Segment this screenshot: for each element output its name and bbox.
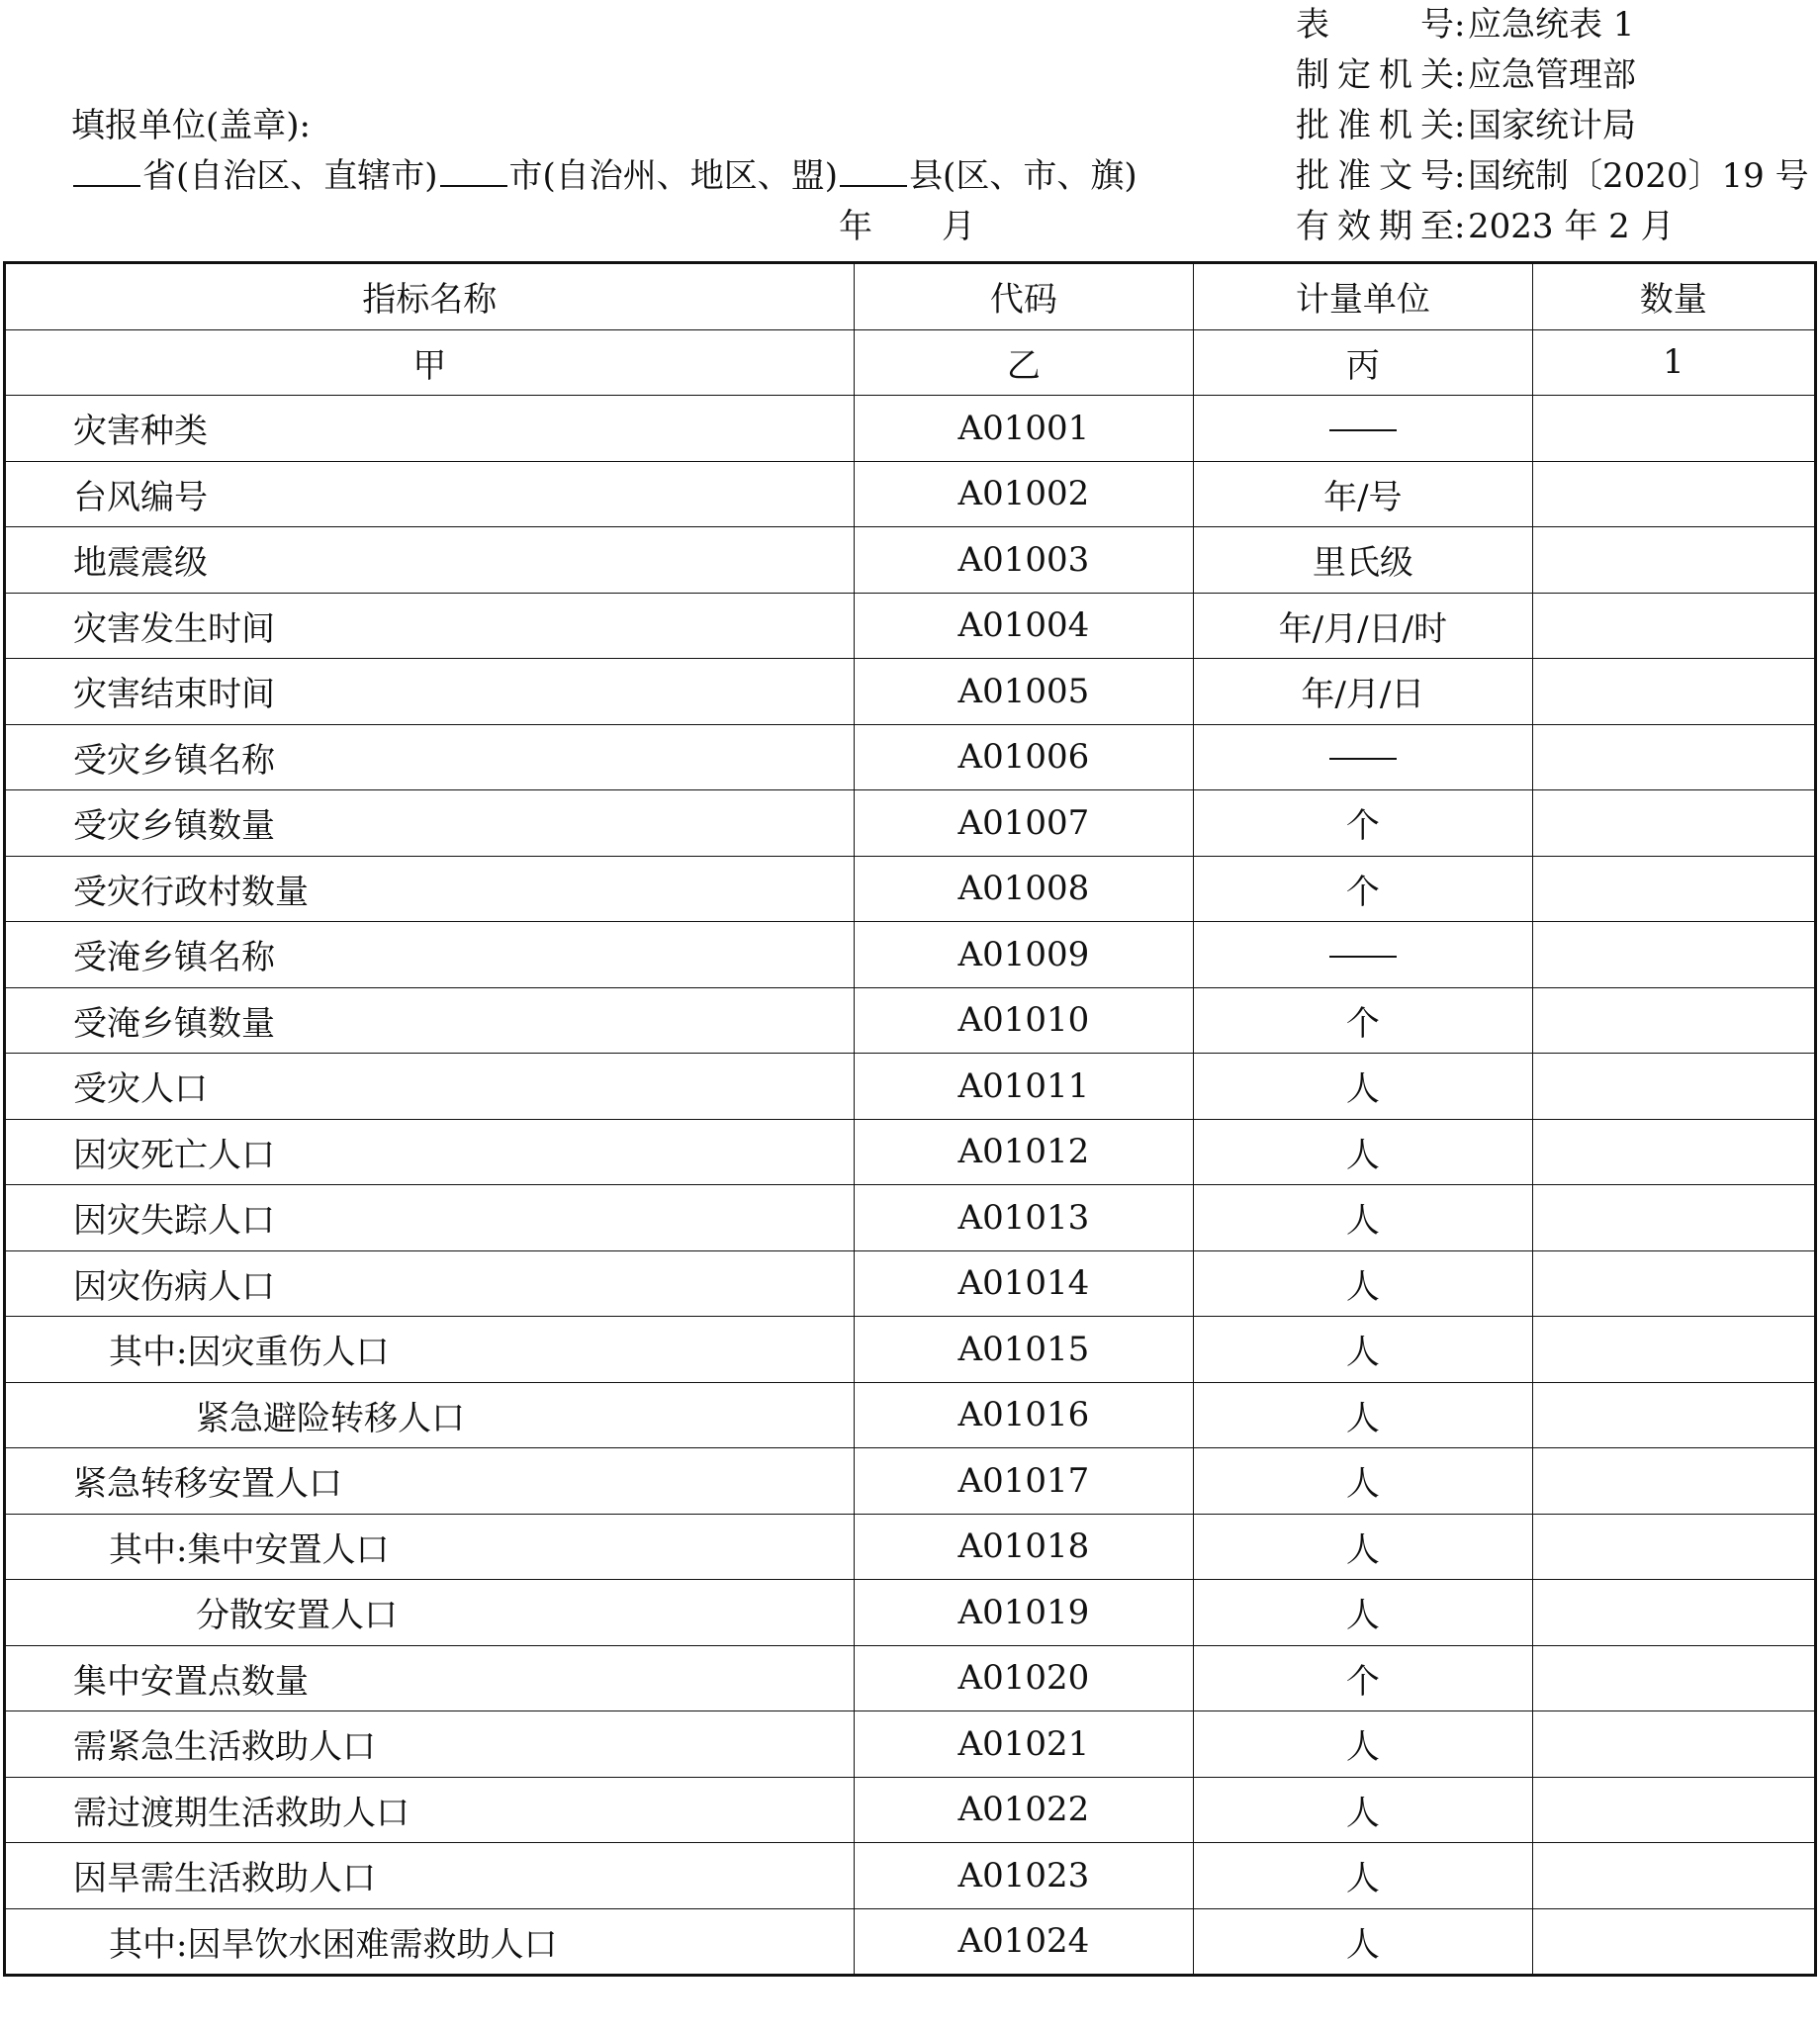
subheader-cell: 甲 bbox=[5, 329, 855, 396]
statistics-table bbox=[3, 261, 1817, 1977]
meta-value: 国家统计局 bbox=[1468, 106, 1636, 145]
city-blank-field[interactable] bbox=[440, 151, 507, 187]
unit-of-measure: 人 bbox=[1194, 1580, 1532, 1646]
unit-of-measure: 人 bbox=[1194, 1185, 1532, 1251]
col-header-quantity: 数量 bbox=[1532, 263, 1815, 330]
indicator-name: 需过渡期生活救助人口 bbox=[5, 1777, 855, 1843]
indicator-name: 台风编号 bbox=[5, 461, 855, 527]
indicator-name: 受淹乡镇名称 bbox=[5, 922, 855, 988]
indicator-code: A01010 bbox=[854, 987, 1194, 1054]
subheader-cell: 1 bbox=[1532, 329, 1815, 396]
meta-label: 有效期至 bbox=[1296, 207, 1454, 246]
unit-of-measure: 人 bbox=[1194, 1382, 1532, 1448]
report-date bbox=[839, 202, 975, 252]
unit-of-measure bbox=[1194, 724, 1532, 790]
subheader-cell: 丙 bbox=[1194, 329, 1532, 396]
meta-label: 批准机关 bbox=[1296, 106, 1454, 145]
unit-of-measure: 个 bbox=[1194, 987, 1532, 1054]
col-header-unit: 计量单位 bbox=[1194, 263, 1532, 330]
table-row bbox=[5, 527, 1816, 594]
indicator-name: 受灾乡镇名称 bbox=[5, 724, 855, 790]
not-applicable-dash bbox=[1329, 956, 1397, 958]
indicator-code: A01007 bbox=[854, 790, 1194, 857]
quantity-input-cell[interactable] bbox=[1532, 1843, 1815, 1909]
quantity-input-cell[interactable] bbox=[1532, 1645, 1815, 1711]
table-row bbox=[5, 1382, 1816, 1448]
indicator-name: 受淹乡镇数量 bbox=[5, 987, 855, 1054]
indicator-code: A01018 bbox=[854, 1514, 1194, 1580]
quantity-input-cell[interactable] bbox=[1532, 1580, 1815, 1646]
year-label: 年 bbox=[839, 207, 872, 246]
table-row bbox=[5, 1250, 1816, 1317]
col-header-code: 代码 bbox=[854, 263, 1194, 330]
quantity-input-cell[interactable] bbox=[1532, 790, 1815, 857]
reporting-unit-label: 填报单位(盖章): bbox=[71, 106, 311, 145]
quantity-input-cell[interactable] bbox=[1532, 724, 1815, 790]
meta-row-issuing-authority: 制定机关:应急管理部 bbox=[1296, 50, 1809, 101]
table-row bbox=[5, 987, 1816, 1054]
table-row bbox=[5, 1514, 1816, 1580]
col-header-indicator-name: 指标名称 bbox=[5, 263, 855, 330]
table-row bbox=[5, 461, 1816, 527]
indicator-code: A01009 bbox=[854, 922, 1194, 988]
not-applicable-dash bbox=[1329, 429, 1397, 431]
province-blank-field[interactable] bbox=[73, 151, 140, 187]
meta-label: 批准文号 bbox=[1296, 156, 1454, 196]
indicator-name: 受灾行政村数量 bbox=[5, 856, 855, 922]
county-blank-field[interactable] bbox=[840, 151, 907, 187]
indicator-name: 因旱需生活救助人口 bbox=[5, 1843, 855, 1909]
table-row bbox=[5, 790, 1816, 857]
quantity-input-cell[interactable] bbox=[1532, 987, 1815, 1054]
indicator-name: 其中:因灾重伤人口 bbox=[5, 1317, 855, 1383]
city-label: 市(自治州、地区、盟) bbox=[508, 156, 839, 196]
table-row bbox=[5, 593, 1816, 659]
unit-of-measure: 个 bbox=[1194, 790, 1532, 857]
meta-label: 表号 bbox=[1296, 5, 1454, 45]
table-row bbox=[5, 1185, 1816, 1251]
indicator-code: A01012 bbox=[854, 1119, 1194, 1185]
unit-of-measure: 人 bbox=[1194, 1250, 1532, 1317]
table-row bbox=[5, 1843, 1816, 1909]
table-row bbox=[5, 1711, 1816, 1778]
quantity-input-cell[interactable] bbox=[1532, 1317, 1815, 1383]
unit-of-measure bbox=[1194, 396, 1532, 462]
indicator-name: 紧急转移安置人口 bbox=[5, 1448, 855, 1515]
meta-row-table-number: 表号:应急统表 1 bbox=[1296, 0, 1809, 50]
indicator-code: A01017 bbox=[854, 1448, 1194, 1515]
unit-of-measure: 人 bbox=[1194, 1908, 1532, 1976]
quantity-input-cell[interactable] bbox=[1532, 527, 1815, 594]
unit-of-measure: 人 bbox=[1194, 1054, 1532, 1120]
indicator-name: 地震震级 bbox=[5, 527, 855, 594]
quantity-input-cell[interactable] bbox=[1532, 461, 1815, 527]
indicator-name: 其中:集中安置人口 bbox=[5, 1514, 855, 1580]
month-label: 月 bbox=[942, 207, 975, 246]
table-row bbox=[5, 1645, 1816, 1711]
quantity-input-cell[interactable] bbox=[1532, 1382, 1815, 1448]
not-applicable-dash bbox=[1329, 758, 1397, 760]
unit-of-measure: 人 bbox=[1194, 1843, 1532, 1909]
quantity-input-cell[interactable] bbox=[1532, 1448, 1815, 1515]
table-row bbox=[5, 1777, 1816, 1843]
meta-row-approval-number: 批准文号:国统制〔2020〕19 号 bbox=[1296, 151, 1809, 202]
unit-of-measure: 人 bbox=[1194, 1514, 1532, 1580]
table-row bbox=[5, 724, 1816, 790]
indicator-code: A01008 bbox=[854, 856, 1194, 922]
unit-of-measure: 人 bbox=[1194, 1711, 1532, 1778]
meta-row-approving-authority: 批准机关:国家统计局 bbox=[1296, 101, 1809, 151]
unit-of-measure bbox=[1194, 922, 1532, 988]
meta-label: 制定机关 bbox=[1296, 55, 1454, 95]
table-row bbox=[5, 1054, 1816, 1120]
indicator-name: 因灾失踪人口 bbox=[5, 1185, 855, 1251]
indicator-code: A01005 bbox=[854, 659, 1194, 725]
unit-of-measure: 人 bbox=[1194, 1119, 1532, 1185]
table-row bbox=[5, 856, 1816, 922]
quantity-input-cell[interactable] bbox=[1532, 1908, 1815, 1976]
table-row bbox=[5, 659, 1816, 725]
indicator-code: A01013 bbox=[854, 1185, 1194, 1251]
indicator-code: A01003 bbox=[854, 527, 1194, 594]
form-metadata bbox=[1296, 0, 1809, 252]
indicator-code: A01004 bbox=[854, 593, 1194, 659]
quantity-input-cell[interactable] bbox=[1532, 1185, 1815, 1251]
indicator-name: 因灾伤病人口 bbox=[5, 1250, 855, 1317]
table-row bbox=[5, 1317, 1816, 1383]
table-body bbox=[5, 396, 1816, 1976]
unit-of-measure: 年/月/日/时 bbox=[1194, 593, 1532, 659]
quantity-input-cell[interactable] bbox=[1532, 1250, 1815, 1317]
unit-of-measure: 人 bbox=[1194, 1448, 1532, 1515]
indicator-code: A01021 bbox=[854, 1711, 1194, 1778]
unit-of-measure: 年/号 bbox=[1194, 461, 1532, 527]
indicator-code: A01014 bbox=[854, 1250, 1194, 1317]
indicator-name: 受灾人口 bbox=[5, 1054, 855, 1120]
indicator-code: A01006 bbox=[854, 724, 1194, 790]
region-line bbox=[71, 151, 1138, 202]
quantity-input-cell[interactable] bbox=[1532, 1119, 1815, 1185]
indicator-code: A01023 bbox=[854, 1843, 1194, 1909]
meta-value: 2023 年 2 月 bbox=[1468, 207, 1675, 246]
indicator-code: A01022 bbox=[854, 1777, 1194, 1843]
indicator-name: 灾害种类 bbox=[5, 396, 855, 462]
table-row bbox=[5, 922, 1816, 988]
table-row bbox=[5, 1448, 1816, 1515]
indicator-name: 灾害结束时间 bbox=[5, 659, 855, 725]
county-label: 县(区、市、旗) bbox=[909, 156, 1138, 196]
indicator-code: A01024 bbox=[854, 1908, 1194, 1976]
indicator-name: 其中:因旱饮水困难需救助人口 bbox=[5, 1908, 855, 1976]
quantity-input-cell[interactable] bbox=[1532, 659, 1815, 725]
indicator-name: 灾害发生时间 bbox=[5, 593, 855, 659]
indicator-code: A01011 bbox=[854, 1054, 1194, 1120]
indicator-code: A01001 bbox=[854, 396, 1194, 462]
subheader-row bbox=[5, 329, 1816, 396]
table-row bbox=[5, 1908, 1816, 1976]
unit-of-measure: 人 bbox=[1194, 1317, 1532, 1383]
meta-value: 应急管理部 bbox=[1468, 55, 1636, 95]
indicator-name: 因灾死亡人口 bbox=[5, 1119, 855, 1185]
province-label: 省(自治区、直辖市) bbox=[142, 156, 438, 196]
quantity-input-cell[interactable] bbox=[1532, 1711, 1815, 1778]
indicator-name: 需紧急生活救助人口 bbox=[5, 1711, 855, 1778]
indicator-name: 受灾乡镇数量 bbox=[5, 790, 855, 857]
table-row bbox=[5, 1119, 1816, 1185]
indicator-code: A01020 bbox=[854, 1645, 1194, 1711]
table-row bbox=[5, 1580, 1816, 1646]
indicator-code: A01016 bbox=[854, 1382, 1194, 1448]
quantity-input-cell[interactable] bbox=[1532, 1054, 1815, 1120]
unit-of-measure: 个 bbox=[1194, 856, 1532, 922]
quantity-input-cell[interactable] bbox=[1532, 593, 1815, 659]
header-row bbox=[5, 263, 1816, 330]
quantity-input-cell[interactable] bbox=[1532, 1777, 1815, 1843]
unit-of-measure: 个 bbox=[1194, 1645, 1532, 1711]
quantity-input-cell[interactable] bbox=[1532, 856, 1815, 922]
subheader-cell: 乙 bbox=[854, 329, 1194, 396]
quantity-input-cell[interactable] bbox=[1532, 1514, 1815, 1580]
indicator-code: A01019 bbox=[854, 1580, 1194, 1646]
quantity-input-cell[interactable] bbox=[1532, 396, 1815, 462]
indicator-code: A01015 bbox=[854, 1317, 1194, 1383]
unit-of-measure: 里氏级 bbox=[1194, 527, 1532, 594]
unit-of-measure: 人 bbox=[1194, 1777, 1532, 1843]
indicator-name: 紧急避险转移人口 bbox=[5, 1382, 855, 1448]
unit-of-measure: 年/月/日 bbox=[1194, 659, 1532, 725]
meta-value: 应急统表 1 bbox=[1468, 5, 1635, 45]
quantity-input-cell[interactable] bbox=[1532, 922, 1815, 988]
table-row bbox=[5, 396, 1816, 462]
indicator-name: 集中安置点数量 bbox=[5, 1645, 855, 1711]
indicator-name: 分散安置人口 bbox=[5, 1580, 855, 1646]
indicator-code: A01002 bbox=[854, 461, 1194, 527]
meta-value: 国统制〔2020〕19 号 bbox=[1468, 156, 1809, 196]
meta-row-valid-until: 有效期至:2023 年 2 月 bbox=[1296, 202, 1809, 252]
